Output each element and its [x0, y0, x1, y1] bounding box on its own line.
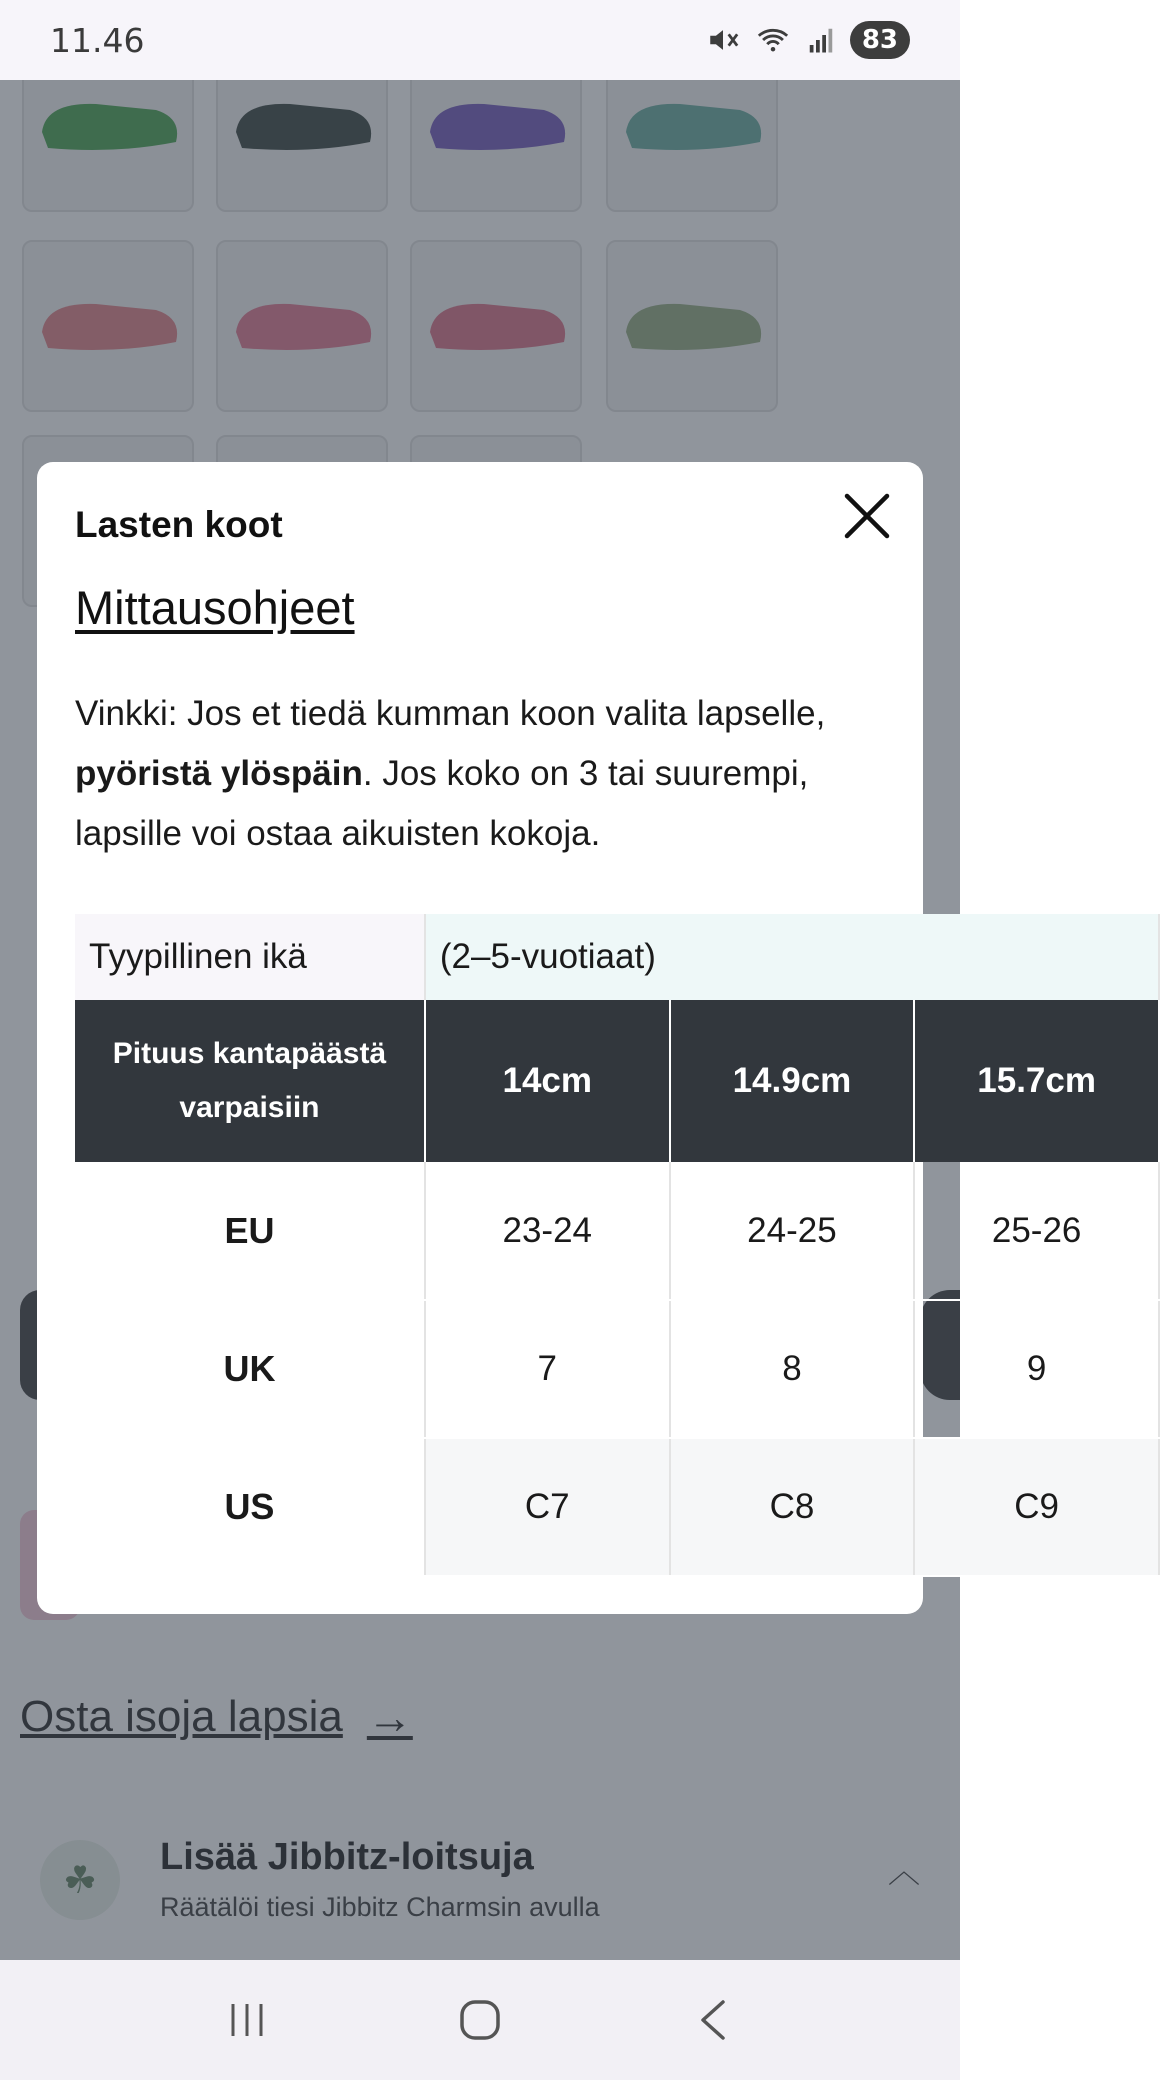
table-row: [75, 1438, 1159, 1576]
row-label-us: US: [75, 1438, 425, 1576]
size-table-scroll[interactable]: [75, 914, 1096, 1578]
table-cell: C8: [670, 1438, 915, 1576]
recent-apps-icon: [225, 1998, 269, 2042]
header-row: [75, 1000, 1159, 1162]
close-icon[interactable]: [841, 490, 893, 542]
table-cell: C9: [914, 1438, 1159, 1576]
table-cell: 25-26: [914, 1162, 1159, 1300]
row-label-eu: EU: [75, 1162, 425, 1300]
age-value: (2–5-vuotiaat): [425, 914, 1159, 1000]
table-cell: 8: [670, 1300, 915, 1438]
status-bar: [0, 0, 960, 80]
battery-indicator: 83: [850, 21, 910, 59]
table-cell: 7: [425, 1300, 670, 1438]
home-button[interactable]: [450, 1990, 510, 2050]
length-14-9cm: 14.9cm: [670, 1000, 915, 1162]
back-button[interactable]: [683, 1990, 743, 2050]
length-14cm: 14cm: [425, 1000, 670, 1162]
wifi-icon: [754, 23, 792, 57]
tip-text-bold: pyöristä ylöspäin: [75, 754, 363, 793]
table-row: [75, 1162, 1159, 1300]
modal-title: Lasten koot: [75, 504, 283, 545]
mute-icon: [706, 23, 740, 57]
signal-icon: [806, 25, 836, 55]
size-guide-modal: [37, 462, 1096, 1614]
length-15-7cm: 15.7cm: [914, 1000, 1159, 1162]
sizing-tip: [75, 684, 895, 864]
table-cell: C7: [425, 1438, 670, 1576]
recent-apps-button[interactable]: [217, 1990, 277, 2050]
home-icon: [457, 1997, 503, 2043]
length-header: Pituus kantapäästä varpaisiin: [75, 1000, 425, 1162]
size-table: [75, 914, 1160, 1577]
tip-text-start: Vinkki: Jos et tiedä kumman koon valita lapselle,: [75, 694, 826, 733]
system-nav-bar: [0, 1960, 960, 2080]
tip-text-end: . Jos koko on 3 tai suurempi, lapsille voi ostaa aikuisten kokoja.: [75, 754, 809, 853]
table-cell: 9: [914, 1300, 1159, 1438]
table-cell: 23-24: [425, 1162, 670, 1300]
status-icons: [706, 21, 910, 59]
status-time: 11.46: [50, 20, 145, 60]
table-row: [75, 1300, 1159, 1438]
age-row: [75, 914, 1159, 1000]
measurement-instructions-link[interactable]: Mittausohjeet: [75, 581, 355, 634]
row-label-uk: UK: [75, 1300, 425, 1438]
table-cell: 24-25: [670, 1162, 915, 1300]
age-label: Tyypillinen ikä: [75, 914, 425, 1000]
back-icon: [693, 1997, 733, 2043]
